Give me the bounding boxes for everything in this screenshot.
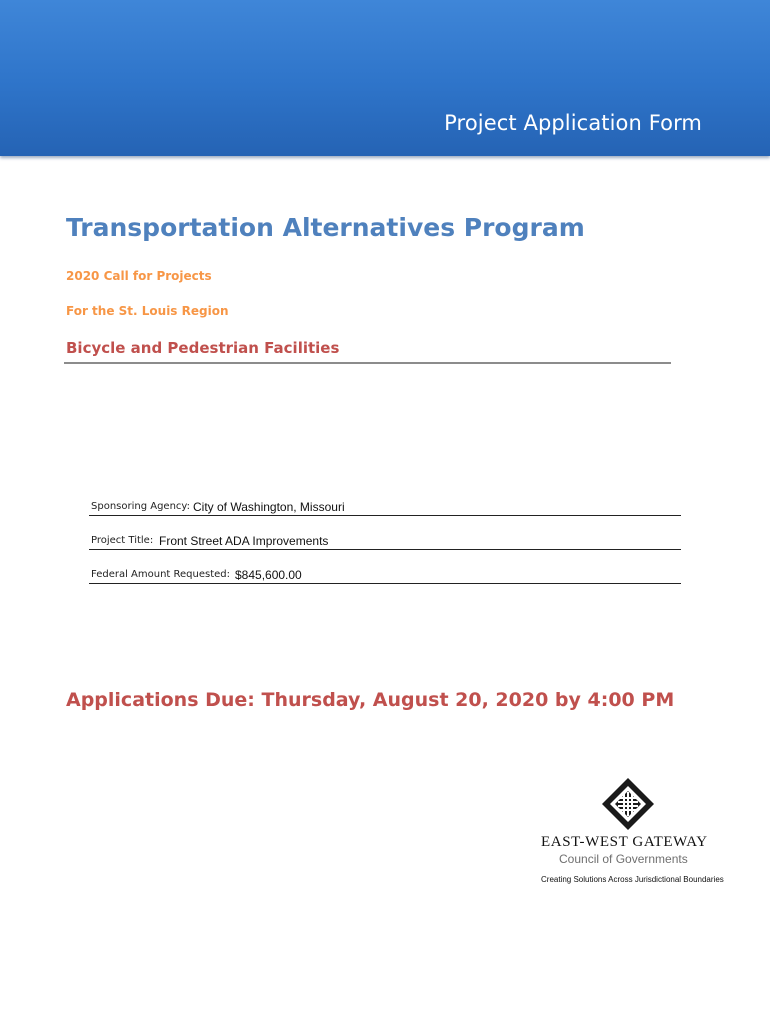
form-title: Project Application Form [444,111,702,135]
organization-tagline: Creating Solutions Across Jurisdictional Boundaries [541,875,724,884]
program-title: Transportation Alternatives Program [66,213,585,242]
applications-due: Applications Due: Thursday, August 20, 2020 by 4:00 PM [66,689,675,711]
project-title-label: Project Title: [91,535,154,546]
sponsoring-agency-label: Sponsoring Agency: [91,501,190,512]
project-title-field[interactable] [89,529,681,550]
federal-amount-field[interactable] [89,563,681,584]
project-category: Bicycle and Pedestrian Facilities [66,339,340,357]
federal-amount-value[interactable]: $845,600.00 [235,568,302,582]
header-banner [0,0,770,156]
sponsoring-agency-field[interactable] [89,495,681,516]
federal-amount-label: Federal Amount Requested: [91,569,231,580]
gateway-logo-icon [600,776,656,832]
region-line: For the St. Louis Region [66,304,229,318]
call-for-projects: 2020 Call for Projects [66,269,212,283]
sponsoring-agency-value[interactable]: City of Washington, Missouri [193,500,345,514]
category-divider [64,362,671,364]
organization-name: EAST-WEST GATEWAY [541,834,708,850]
organization-subtitle: Council of Governments [559,852,688,866]
project-title-value[interactable]: Front Street ADA Improvements [159,534,329,548]
